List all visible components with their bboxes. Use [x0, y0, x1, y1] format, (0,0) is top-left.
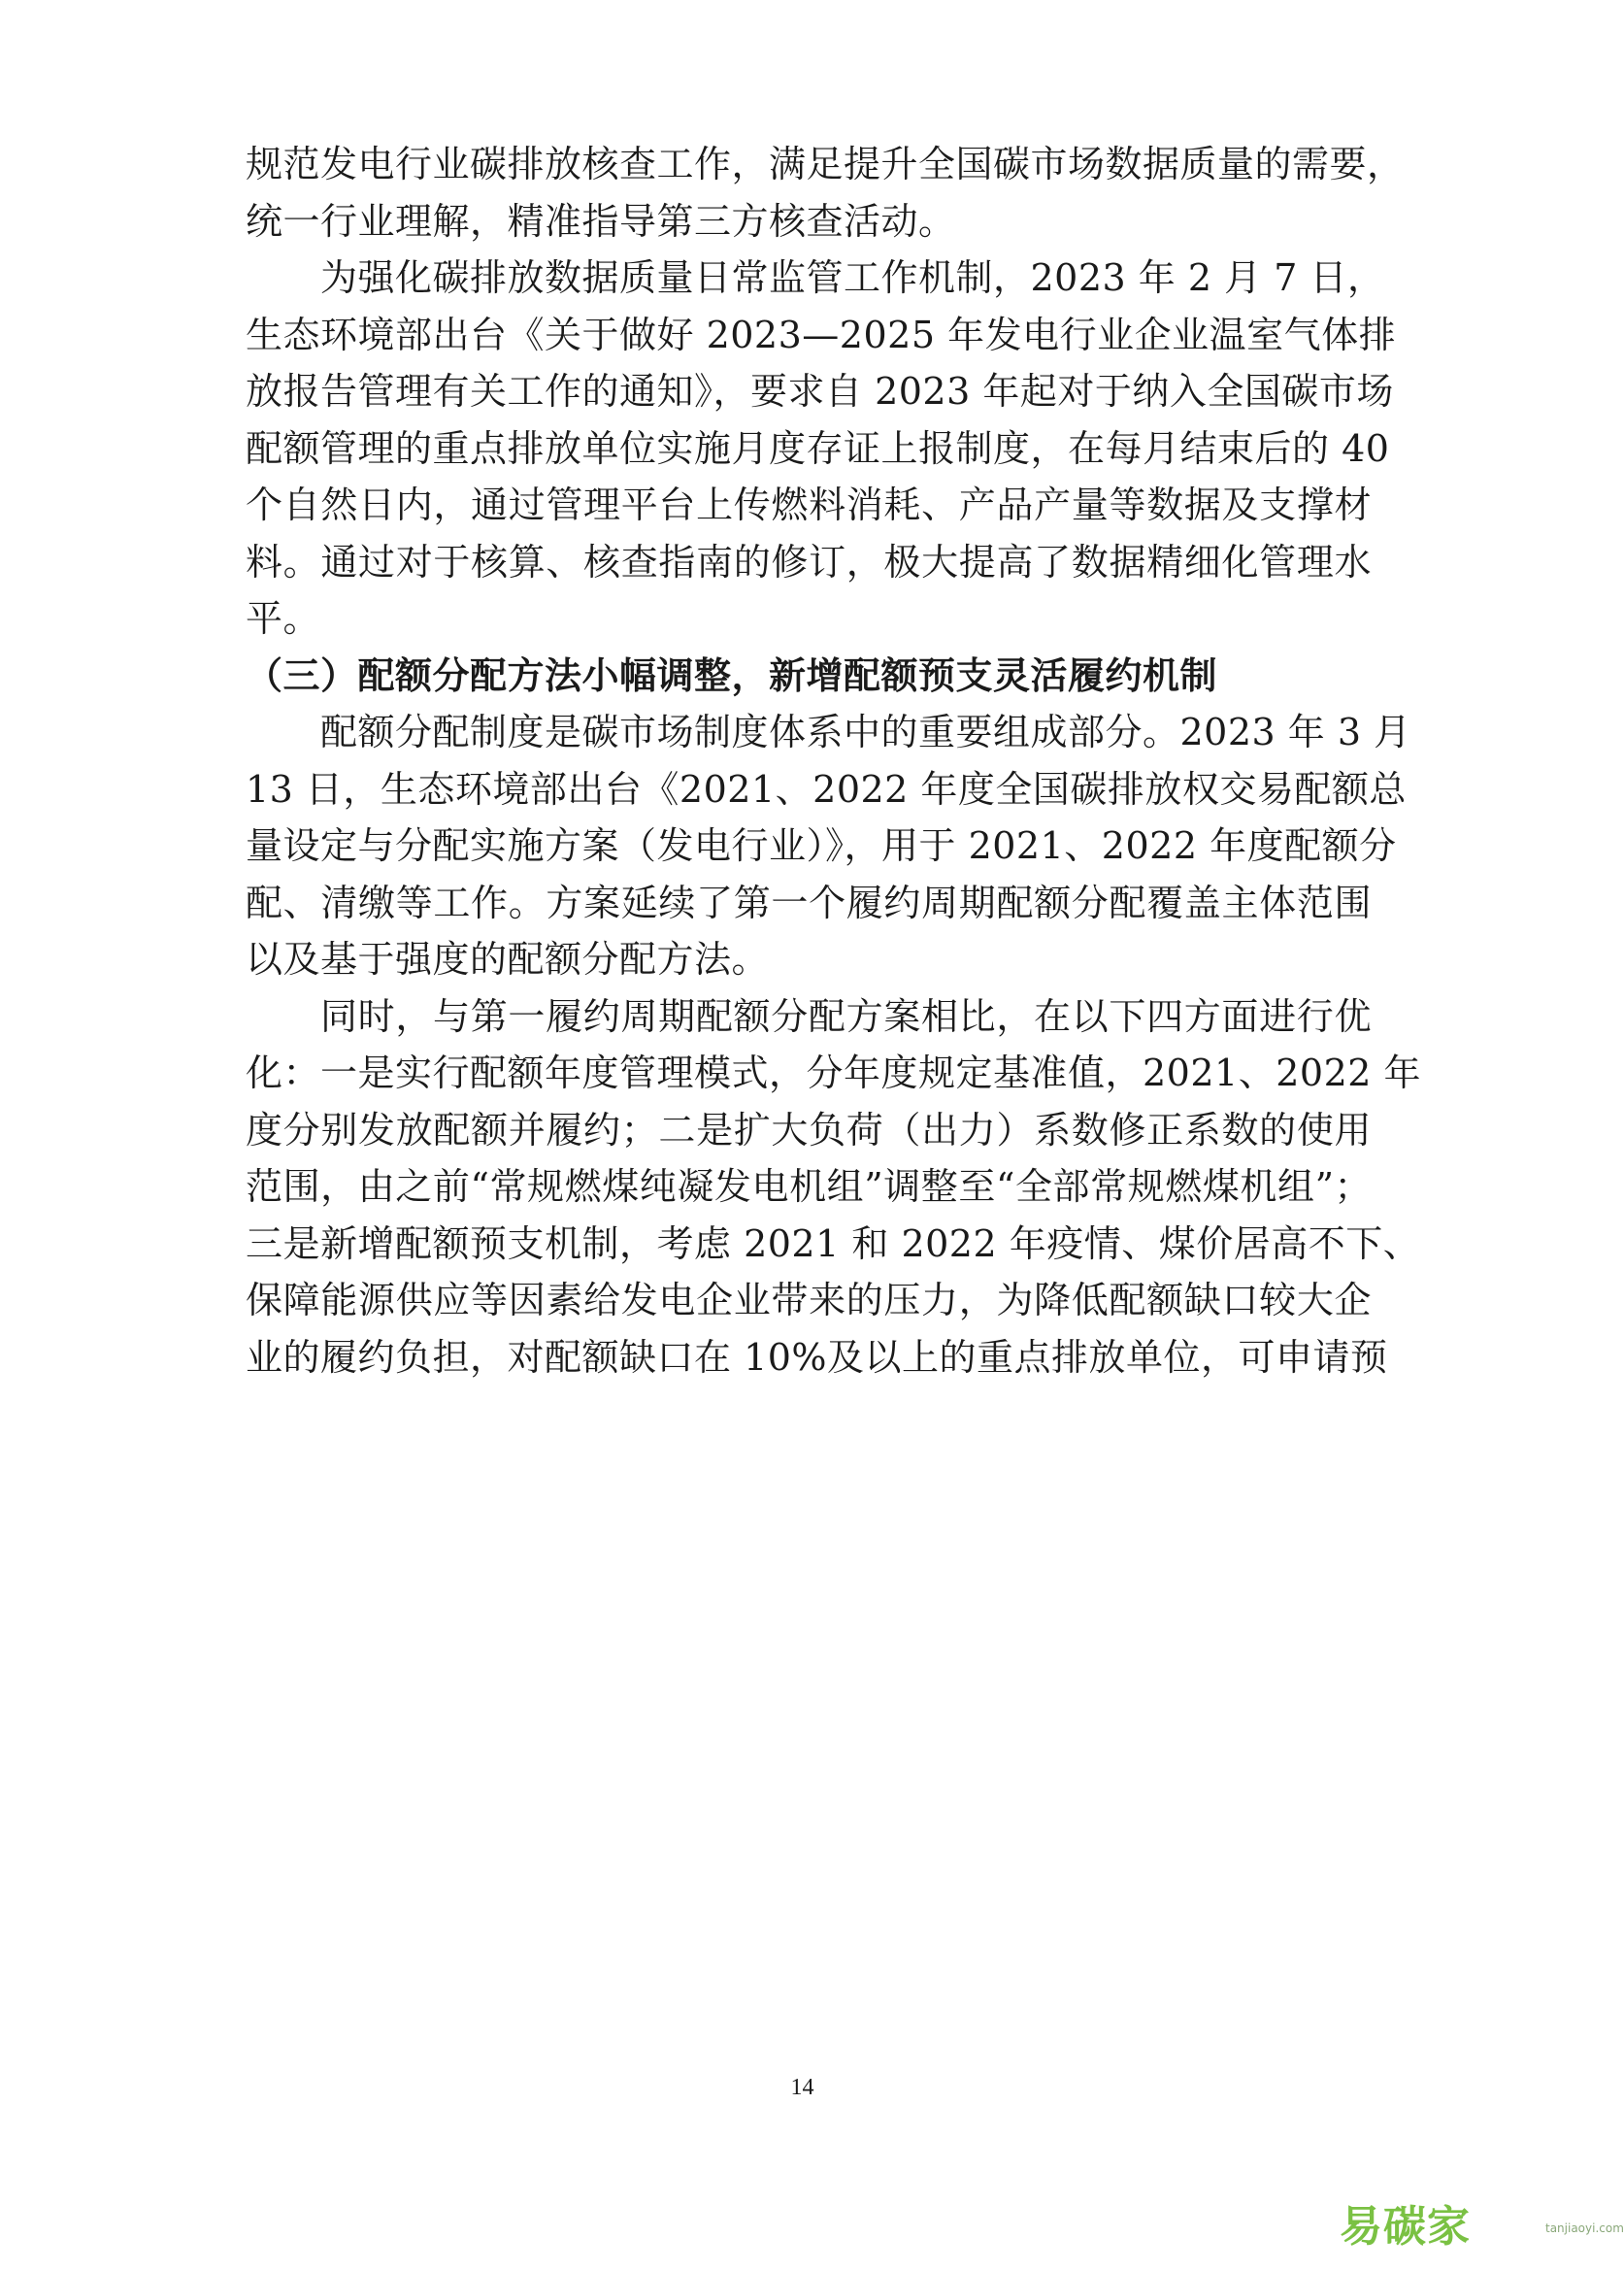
- watermark-logo: [1340, 2196, 1624, 2264]
- paragraph-line: 规范发电行业碳排放核查工作，满足提升全国碳市场数据质量的需要，: [246, 143, 1405, 185]
- paragraph-line: 13 日，生态环境部出台《2021、2022 年度全国碳排放权交易配额总: [246, 768, 1407, 811]
- section-heading: （三）配额分配方法小幅调整，新增配额预支灵活履约机制: [246, 653, 1218, 697]
- paragraph-line: 放报告管理有关工作的通知》，要求自 2023 年起对于纳入全国碳市场: [246, 370, 1394, 413]
- paragraph-line: 配额分配制度是碳市场制度体系中的重要组成部分。2023 年 3 月: [320, 711, 1411, 753]
- paragraph-line: 配、清缴等工作。方案延续了第一个履约周期配额分配覆盖主体范围: [246, 882, 1372, 924]
- paragraph-line: 三是新增配额预支机制，考虑 2021 和 2022 年疫情、煤价居高不下、: [246, 1222, 1421, 1265]
- paragraph-line: 料。通过对于核算、核查指南的修订，极大提高了数据精细化管理水: [246, 541, 1372, 584]
- paragraph-line: 保障能源供应等因素给发电企业带来的压力，为降低配额缺口较大企: [246, 1279, 1372, 1321]
- paragraph-line: 量设定与分配实施方案（发电行业）》，用于 2021、2022 年度配额分: [246, 824, 1397, 867]
- page-number: 14: [790, 2075, 814, 2100]
- paragraph-line: 统一行业理解，精准指导第三方核查活动。: [246, 200, 956, 243]
- paragraph-line: 以及基于强度的配额分配方法。: [246, 938, 770, 981]
- watermark-domain: tanjiaoyi.com: [1545, 2221, 1624, 2235]
- paragraph-line: 平。: [246, 597, 321, 640]
- paragraph-line: 配额管理的重点排放单位实施月度存证上报制度，在每月结束后的 40: [246, 427, 1390, 470]
- paragraph-line: 生态环境部出台《关于做好 2023—2025 年发电行业企业温室气体排: [246, 314, 1397, 356]
- watermark-logo-text: 易碳家: [1340, 2202, 1471, 2252]
- paragraph-line: 同时，与第一履约周期配额分配方案相比，在以下四方面进行优: [320, 995, 1372, 1038]
- paragraph-line: 个自然日内，通过管理平台上传燃料消耗、产品产量等数据及支撑材: [246, 484, 1372, 526]
- paragraph-line: 度分别发放配额并履约；二是扩大负荷（出力）系数修正系数的使用: [246, 1109, 1372, 1152]
- paragraph-line: 化：一是实行配额年度管理模式，分年度规定基准值，2021、2022 年: [246, 1052, 1421, 1094]
- paragraph-line: 业的履约负担，对配额缺口在 10%及以上的重点排放单位，可申请预: [246, 1336, 1388, 1379]
- paragraph-line: 范围，由之前“常规燃煤纯凝发电机组”调整至“全部常规燃煤机组”；: [246, 1165, 1372, 1208]
- paragraph-line: 为强化碳排放数据质量日常监管工作机制，2023 年 2 月 7 日，: [320, 256, 1385, 299]
